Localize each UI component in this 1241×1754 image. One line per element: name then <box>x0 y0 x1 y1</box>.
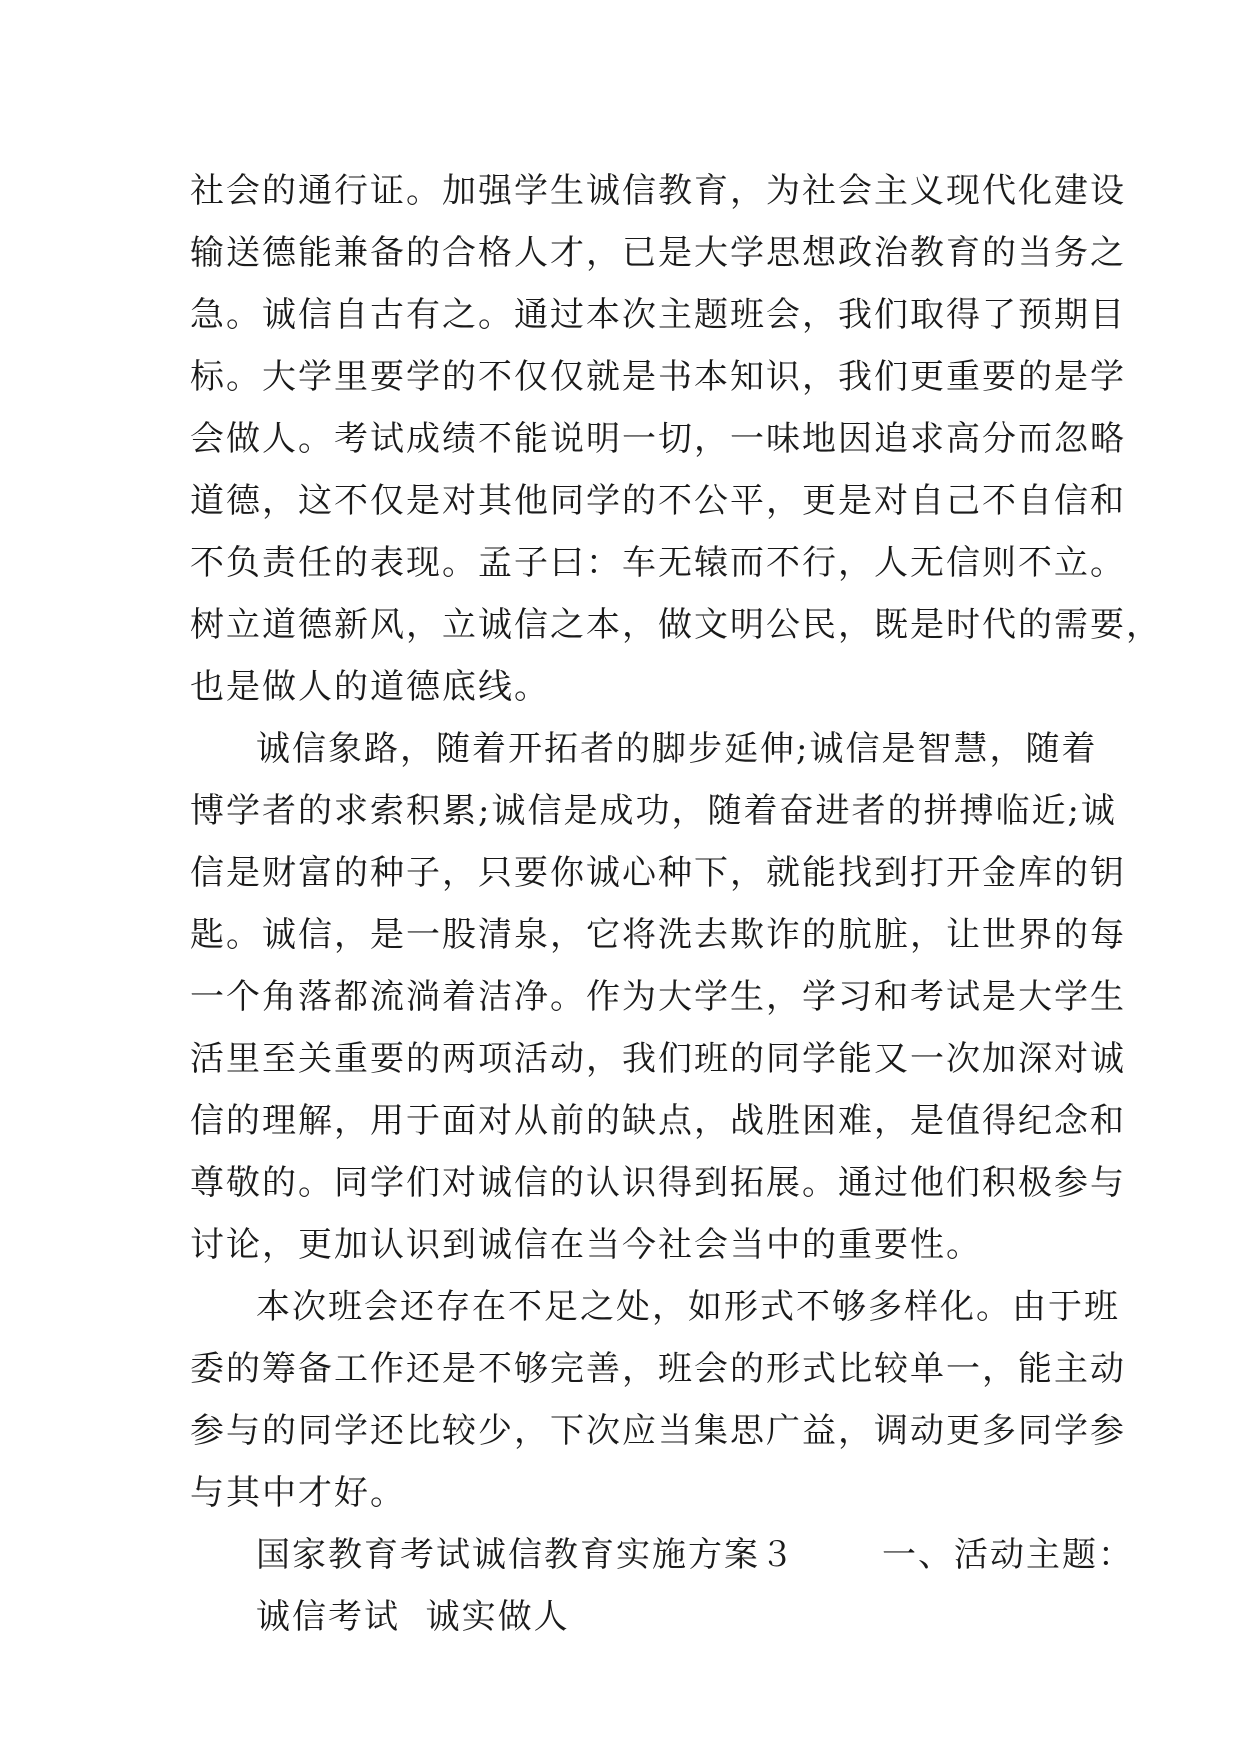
text-line: 本次班会还存在不足之处，如形式不够多样化。由于班 <box>256 1287 1120 1327</box>
text-line: 不负责任的表现。孟子曰：车无辕而不行，人无信则不立。 <box>190 543 1126 583</box>
paragraph-3 <box>190 1276 1126 1524</box>
text-line: 活里至关重要的两项活动，我们班的同学能又一次加深对诚 <box>190 1039 1126 1079</box>
text-line: 会做人。考试成绩不能说明一切，一味地因追求高分而忽略 <box>190 419 1126 459</box>
paragraph-1 <box>190 160 1162 718</box>
text-line: 与其中才好。 <box>190 1473 406 1513</box>
text-line: 社会的通行证。加强学生诚信教育，为社会主义现代化建设 <box>190 171 1126 211</box>
theme-line: 诚信考试 诚实做人 <box>256 1597 570 1637</box>
text-line: 道德，这不仅是对其他同学的不公平，更是对自己不自信和 <box>190 481 1126 521</box>
text-line: 讨论，更加认识到诚信在当今社会当中的重要性。 <box>190 1225 982 1265</box>
subsection-title: 一、活动主题： <box>882 1535 1134 1575</box>
text-line: 诚信象路，随着开拓者的脚步延伸;诚信是智慧，随着 <box>256 729 1098 769</box>
text-line: 标。大学里要学的不仅仅就是书本知识，我们更重要的是学 <box>190 357 1126 397</box>
section-heading <box>190 1524 1134 1586</box>
text-line: 尊敬的。同学们对诚信的认识得到拓展。通过他们积极参与 <box>190 1163 1126 1203</box>
text-line: 一个角落都流淌着洁净。作为大学生，学习和考试是大学生 <box>190 977 1126 1017</box>
text-line: 也是做人的道德底线。 <box>190 667 550 707</box>
text-line: 信的理解，用于面对从前的缺点，战胜困难，是值得纪念和 <box>190 1101 1126 1141</box>
text-line: 匙。诚信，是一股清泉，它将洗去欺诈的肮脏，让世界的每 <box>190 915 1126 955</box>
text-line: 参与的同学还比较少，下次应当集思广益，调动更多同学参 <box>190 1411 1126 1451</box>
text-line: 信是财富的种子，只要你诚心种下，就能找到打开金库的钥 <box>190 853 1126 893</box>
text-line: 树立道德新风，立诚信之本，做文明公民，既是时代的需要， <box>190 605 1162 645</box>
section-title: 国家教育考试诚信教育实施方案３ <box>256 1535 796 1575</box>
text-line: 委的筹备工作还是不够完善，班会的形式比较单一，能主动 <box>190 1349 1126 1389</box>
paragraph-2 <box>190 718 1126 1276</box>
text-line: 急。诚信自古有之。通过本次主题班会，我们取得了预期目 <box>190 295 1126 335</box>
document-body <box>190 160 1162 1648</box>
text-line: 输送德能兼备的合格人才，已是大学思想政治教育的当务之 <box>190 233 1126 273</box>
text-line: 博学者的求索积累;诚信是成功，随着奋进者的拼搏临近;诚 <box>190 791 1117 831</box>
